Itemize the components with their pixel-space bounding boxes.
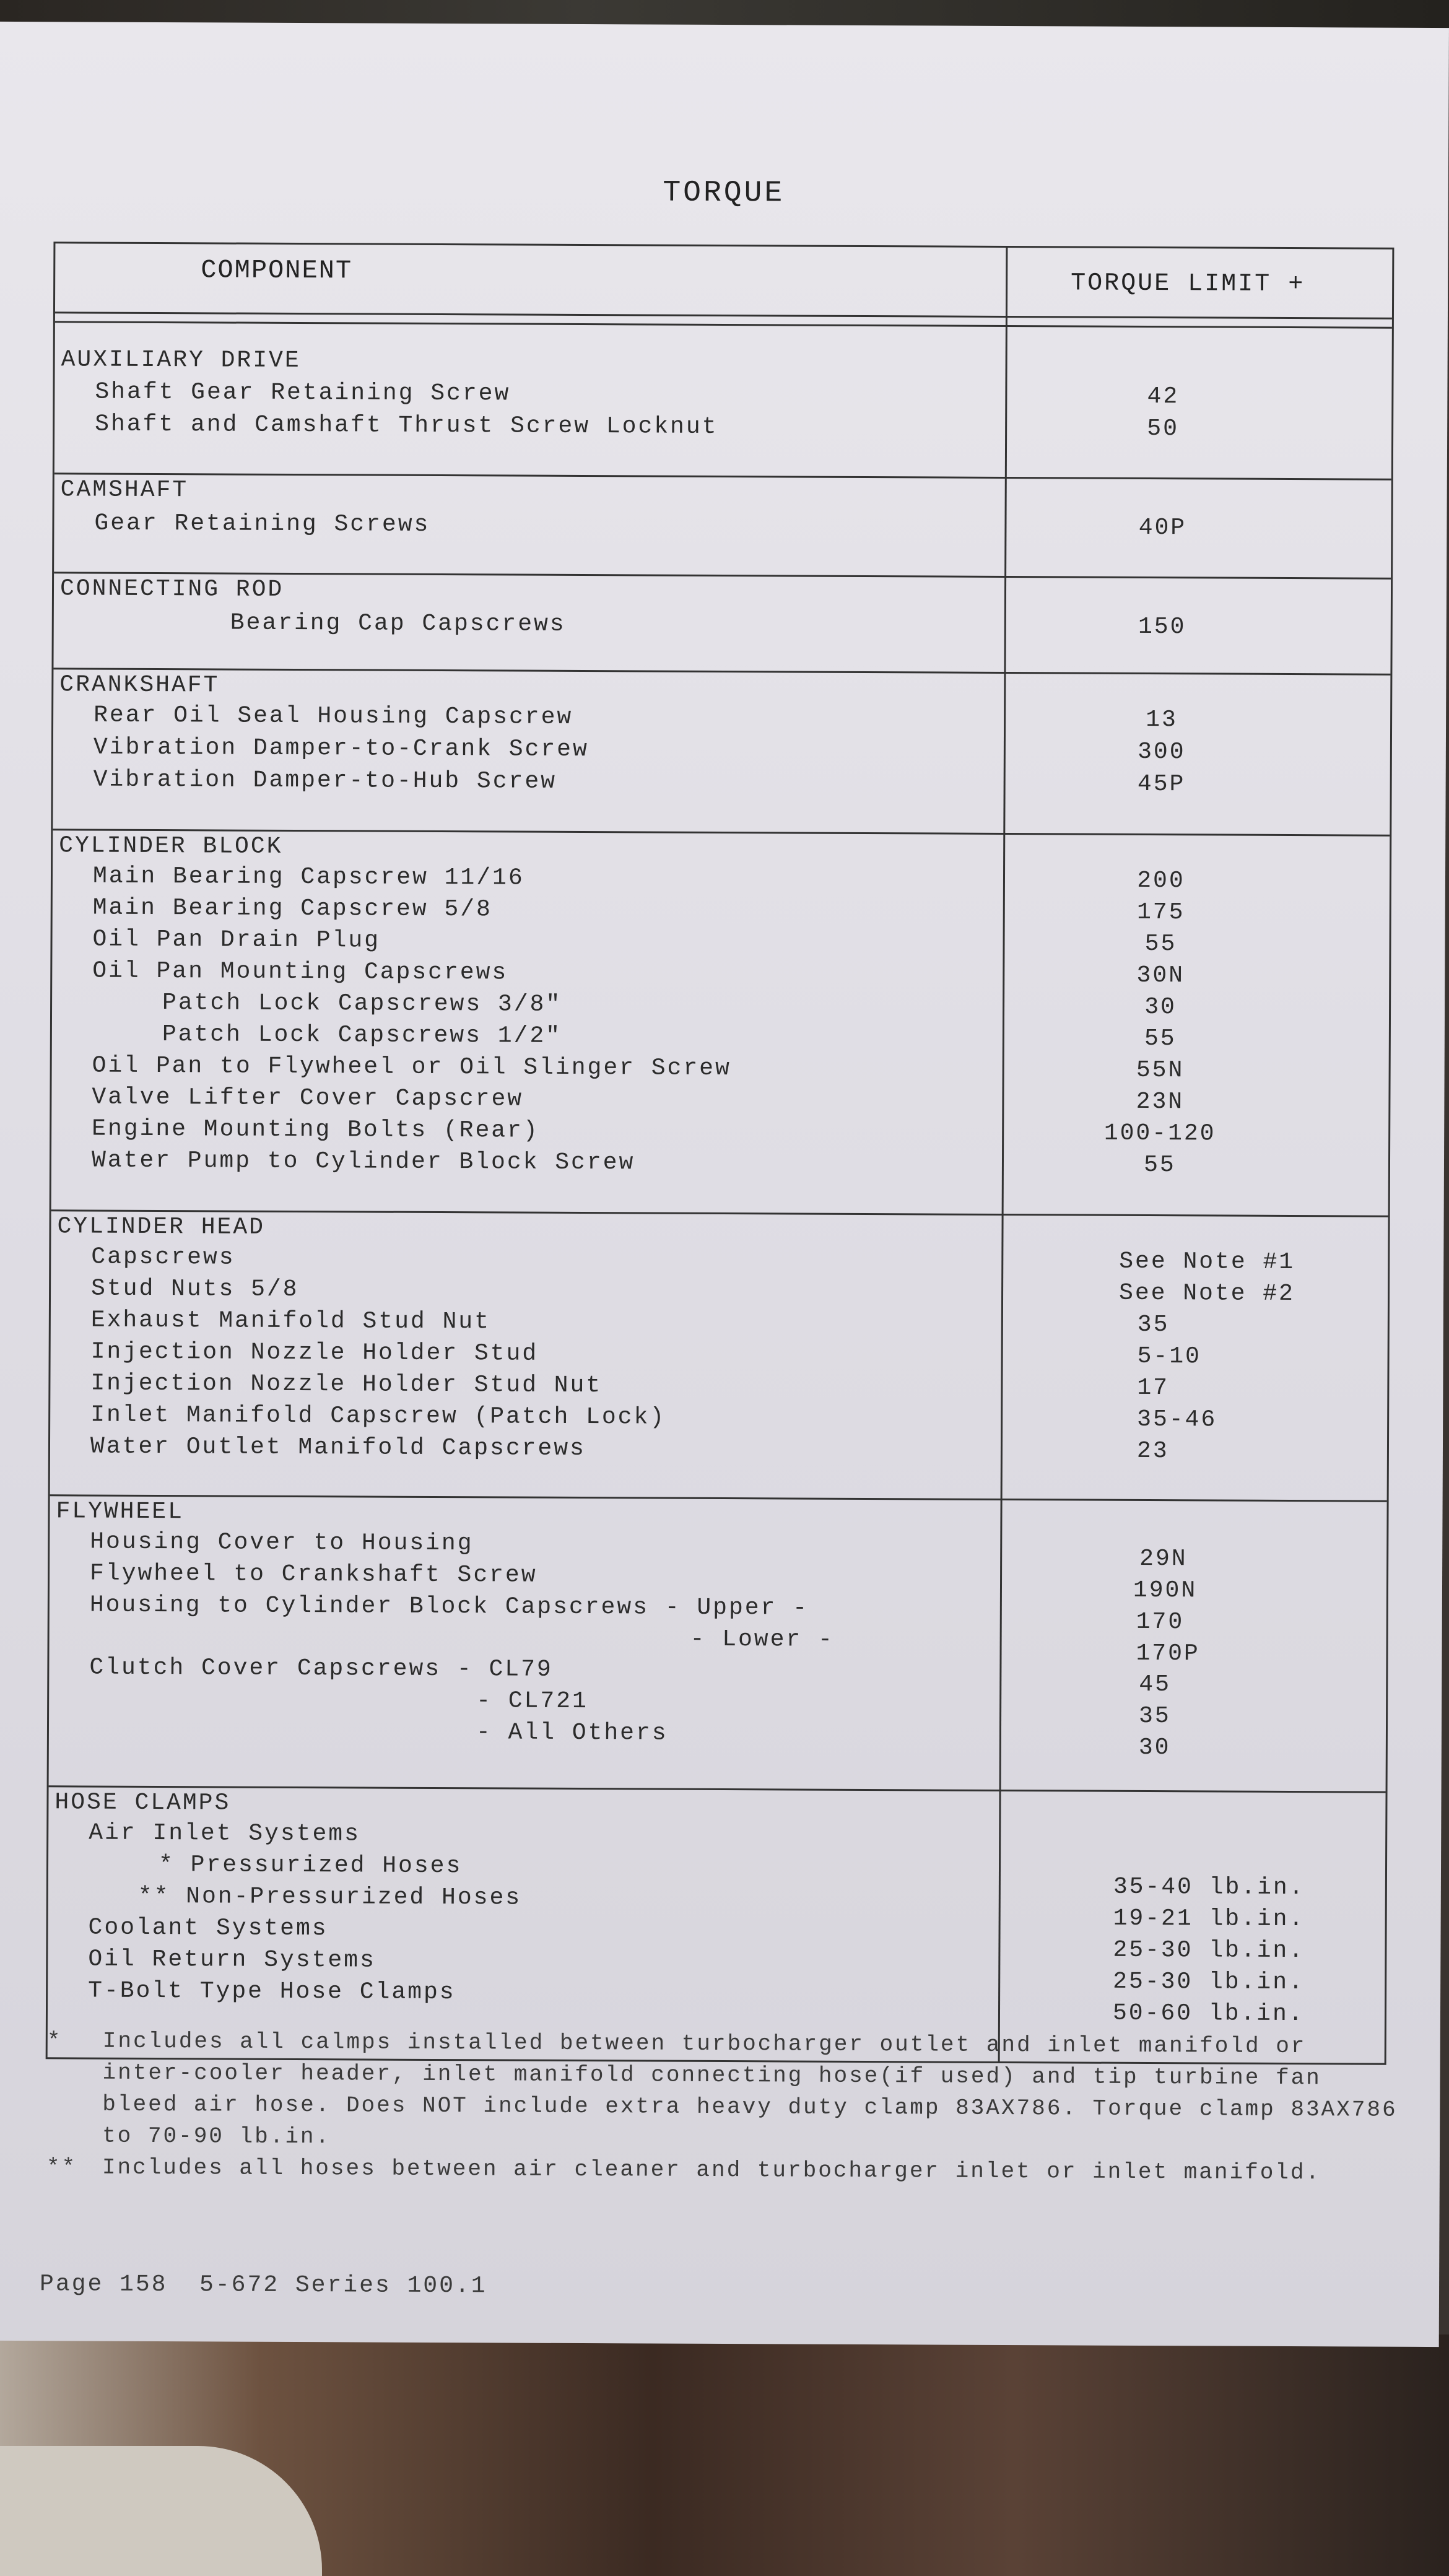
component-name: Oil Pan to Flywheel or Oil Slinger Screw: [92, 1052, 731, 1082]
document-page: [0, 22, 1449, 2347]
component-name: Injection Nozzle Holder Stud Nut: [90, 1370, 603, 1399]
component-name: Vibration Damper-to-Crank Screw: [93, 734, 589, 764]
component-name: Oil Pan Mounting Capscrews: [92, 957, 508, 986]
component-name: Injection Nozzle Holder Stud: [90, 1338, 539, 1367]
component-name: - CL721: [476, 1687, 588, 1715]
component-name: Exhaust Manifold Stud Nut: [90, 1307, 491, 1336]
component-name: Stud Nuts 5/8: [90, 1275, 299, 1303]
component-name: Bearing Cap Capscrews: [230, 609, 566, 638]
section-cylinder-block: [51, 829, 1390, 1215]
footnotes: [43, 2025, 1406, 2189]
component-name: Housing Cover to Housing: [90, 1528, 474, 1557]
component-name: Rear Oil Seal Housing Capscrew: [94, 702, 573, 731]
torque-value: 170: [1136, 1608, 1185, 1636]
component-name: Water Outlet Manifold Capscrews: [90, 1433, 586, 1463]
torque-value: 42: [1147, 383, 1180, 411]
footnote-mark: *: [46, 2028, 63, 2054]
torque-value: 55: [1144, 1151, 1176, 1179]
component-name: Clutch Cover Capscrews - CL79: [89, 1654, 553, 1683]
torque-value: 25-30 lb.in.: [1113, 1936, 1305, 1965]
component-name: Shaft and Camshaft Thrust Screw Locknut: [95, 411, 718, 440]
table-row: [49, 1717, 1386, 1762]
section-title: AUXILIARY DRIVE: [61, 346, 301, 375]
torque-value: See Note #1: [1119, 1248, 1295, 1276]
section-camshaft: [54, 472, 1391, 577]
torque-value: 50: [1147, 415, 1180, 443]
torque-value: 35: [1137, 1311, 1170, 1339]
section-title: CYLINDER HEAD: [57, 1213, 266, 1241]
torque-value: See Note #2: [1118, 1279, 1295, 1308]
torque-value: 35-40 lb.in.: [1113, 1873, 1305, 1902]
torque-value: 175: [1136, 899, 1185, 926]
torque-value: 30: [1144, 993, 1177, 1021]
table-row: [54, 609, 1391, 646]
table-row: [53, 766, 1390, 804]
section-connecting-rod: [53, 572, 1391, 673]
section-crankshaft: [53, 668, 1390, 834]
torque-value: 45P: [1137, 770, 1186, 798]
section-title: CONNECTING ROD: [59, 575, 284, 603]
torque-value: 50-60 lb.in.: [1112, 1999, 1305, 2028]
torque-value: 55: [1144, 1025, 1177, 1053]
torque-value: 29N: [1139, 1545, 1188, 1573]
torque-value: 55N: [1136, 1056, 1185, 1084]
table-row: [54, 411, 1391, 448]
section-title: HOSE CLAMPS: [54, 1789, 231, 1817]
torque-value: 55: [1144, 930, 1177, 958]
header-rule: [55, 321, 1392, 328]
component-name: Vibration Damper-to-Hub Screw: [93, 766, 557, 795]
section-title: CAMSHAFT: [60, 476, 189, 504]
component-name: Gear Retaining Screws: [94, 510, 430, 538]
section-flywheel: [49, 1494, 1387, 1791]
section-title: CYLINDER BLOCK: [59, 832, 283, 860]
component-name: Patch Lock Capscrews 3/8": [162, 990, 562, 1018]
torque-value: 30N: [1136, 962, 1185, 990]
torque-value: 25-30 lb.in.: [1113, 1968, 1305, 1996]
component-name: Air Inlet Systems: [89, 1819, 361, 1848]
torque-table: [46, 242, 1395, 2065]
torque-value: 13: [1146, 706, 1178, 734]
torque-value: 23N: [1136, 1088, 1185, 1116]
component-name: Water Pump to Cylinder Block Screw: [91, 1147, 635, 1177]
component-name: Main Bearing Capscrew 5/8: [92, 894, 492, 923]
component-name: Capscrews: [91, 1243, 235, 1271]
component-name: Oil Return Systems: [88, 1946, 376, 1974]
component-name: T-Bolt Type Hose Clamps: [88, 1977, 456, 2006]
component-name: Oil Pan Drain Plug: [92, 926, 381, 954]
footnote-mark: **: [46, 2154, 77, 2180]
torque-value: 150: [1138, 613, 1186, 641]
component-name: Coolant Systems: [88, 1914, 328, 1943]
torque-value: 40P: [1138, 514, 1187, 542]
component-name: Housing to Cylinder Block Capscrews - Upper -: [89, 1591, 809, 1622]
footnote-text: Includes all calmps installed between turbocharger outlet and inlet manifold or inter-cooler header, inlet manifold connecting hose(if used) and tip turbine fan bleed air hose. Does NOT include extra heavy duty clamp 83AX786. Torque clamp 83AX786 to 70-90 lb.in.: [102, 2028, 1398, 2150]
torque-value: 17: [1137, 1374, 1170, 1402]
torque-value: 190N: [1133, 1577, 1198, 1604]
torque-value: 5-10: [1137, 1342, 1201, 1370]
header-rule: [55, 311, 1392, 319]
torque-value: 30: [1138, 1734, 1171, 1762]
torque-value: 23: [1136, 1437, 1169, 1465]
component-name: - All Others: [476, 1719, 668, 1747]
header-component: COMPONENT: [201, 255, 353, 286]
component-name: Patch Lock Capscrews 1/2": [162, 1021, 562, 1050]
torque-value: 35-46: [1137, 1406, 1217, 1434]
component-name: Engine Mounting Bolts (Rear): [92, 1115, 539, 1144]
section-title: CRANKSHAFT: [59, 671, 220, 699]
section-cylinder-head: [50, 1209, 1388, 1500]
table-row: [51, 1147, 1388, 1185]
table-row: [54, 378, 1391, 416]
section-title: FLYWHEEL: [56, 1498, 185, 1526]
torque-value: 170P: [1136, 1640, 1200, 1668]
component-name: ** Non-Pressurized Hoses: [137, 1882, 522, 1912]
header-torque-limit: TORQUE LIMIT +: [1071, 269, 1305, 299]
torque-value: 200: [1137, 867, 1185, 895]
table-row: [50, 1433, 1387, 1471]
component-name: Flywheel to Crankshaft Screw: [89, 1560, 537, 1589]
table-row: [53, 702, 1390, 739]
torque-value: 300: [1138, 738, 1186, 766]
section-hose-clamps: [48, 1785, 1386, 2066]
footnote: [43, 2025, 1406, 2157]
component-name: Valve Lifter Cover Capscrew: [92, 1084, 524, 1113]
page-footer: Page 158 5-672 Series 100.1: [39, 2271, 487, 2300]
table-row: [53, 734, 1390, 772]
torque-value: 19-21 lb.in.: [1113, 1905, 1305, 1933]
footnote: [43, 2151, 1406, 2189]
table-row: [54, 510, 1391, 547]
page-title: TORQUE: [663, 176, 785, 211]
footnote-text: Includes all hoses between air cleaner and turbocharger inlet or inlet manifold.: [102, 2154, 1321, 2186]
torque-value: 45: [1139, 1671, 1172, 1699]
component-name: - Lower -: [690, 1625, 834, 1653]
component-name: Inlet Manifold Capscrew (Patch Lock): [90, 1401, 666, 1431]
component-name: Shaft Gear Retaining Screw: [95, 378, 511, 407]
section-auxiliary-drive: [54, 342, 1392, 478]
component-name: * Pressurized Hoses: [158, 1852, 463, 1880]
torque-value: 100-120: [1103, 1120, 1216, 1147]
component-name: Main Bearing Capscrew 11/16: [92, 863, 524, 892]
torque-value: 35: [1138, 1702, 1171, 1730]
